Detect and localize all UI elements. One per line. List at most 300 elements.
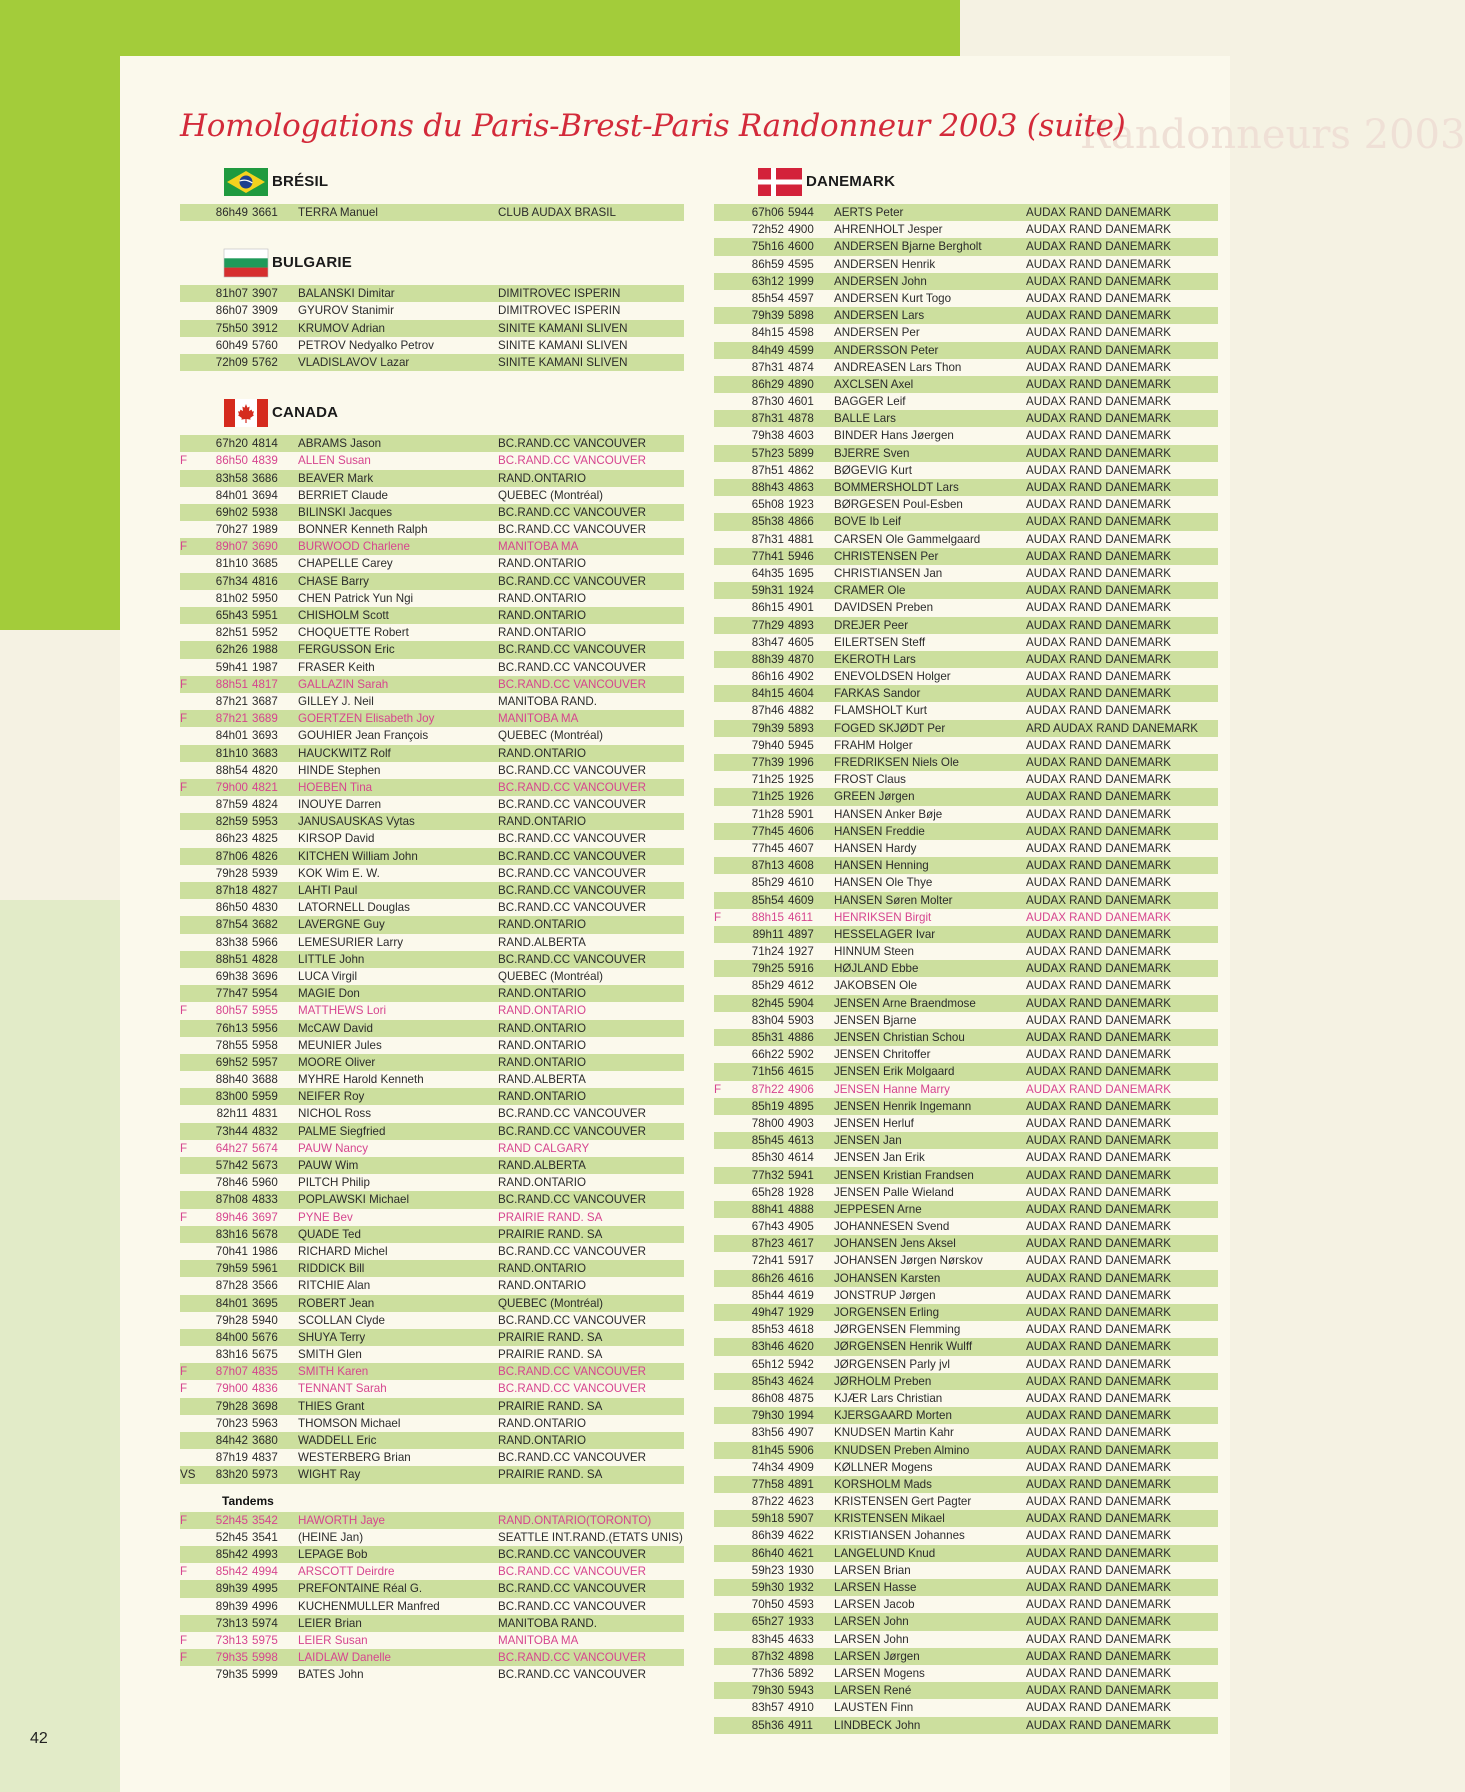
table-row [714, 238, 1218, 255]
section-gap [714, 1734, 1218, 1748]
number-cell: 1925 [788, 773, 814, 787]
name-cell: BATES John [298, 1668, 364, 1682]
club-cell: AUDAX RAND DANEMARK [1026, 773, 1171, 787]
number-cell: 4900 [788, 223, 814, 237]
section-header-bresil [180, 162, 684, 198]
table-row [714, 685, 1218, 702]
table-row [180, 1546, 684, 1563]
table-row [714, 754, 1218, 771]
number-cell: 5952 [252, 626, 278, 640]
club-cell: SINITE KAMANI SLIVEN [498, 321, 628, 335]
time-cell: 75h16 [751, 240, 784, 254]
table-row [714, 599, 1218, 616]
name-cell: CARSEN Ole Gammelgaard [834, 532, 981, 546]
table-row [180, 727, 684, 744]
time-cell: 87h31 [751, 412, 784, 426]
number-cell: 4831 [252, 1107, 278, 1121]
annotation-cell: F [714, 1082, 722, 1096]
number-cell: 5676 [252, 1330, 278, 1344]
number-cell: 5903 [788, 1013, 814, 1027]
table-row [180, 1260, 684, 1277]
table-row [714, 926, 1218, 943]
table-row [180, 1512, 684, 1529]
number-cell: 4910 [788, 1701, 814, 1715]
name-cell: TENNANT Sarah [298, 1382, 387, 1396]
time-cell: 79h35 [215, 1668, 248, 1682]
time-cell: 86h16 [751, 670, 784, 684]
number-cell: 5904 [788, 996, 814, 1010]
number-cell: 4621 [788, 1546, 814, 1560]
time-cell: 70h23 [215, 1416, 248, 1430]
club-cell: AUDAX RAND DANEMARK [1026, 1048, 1171, 1062]
time-cell: 88h39 [751, 652, 784, 666]
table-row [714, 531, 1218, 548]
time-cell: 79h39 [751, 309, 784, 323]
time-cell: 70h41 [215, 1244, 248, 1258]
table-row [180, 1088, 684, 1105]
time-cell: 86h39 [751, 1529, 784, 1543]
number-cell: 4595 [788, 257, 814, 271]
number-cell: 4618 [788, 1323, 814, 1337]
name-cell: HANSEN Søren Molter [834, 893, 953, 907]
table-row [180, 968, 684, 985]
club-cell: AUDAX RAND DANEMARK [1026, 1202, 1171, 1216]
club-cell: AUDAX RAND DANEMARK [1026, 841, 1171, 855]
number-cell: 5760 [252, 338, 278, 352]
table-row [714, 410, 1218, 427]
name-cell: JOHANNESEN Svend [834, 1220, 950, 1234]
club-cell: BC.RAND.CC VANCOUVER [498, 1451, 646, 1465]
time-cell: 83h16 [215, 1348, 248, 1362]
number-cell: 3688 [252, 1073, 278, 1087]
table-row [714, 1476, 1218, 1493]
time-cell: 60h49 [215, 338, 248, 352]
name-cell: BOVE Ib Leif [834, 515, 902, 529]
name-cell: JENSEN Jan [834, 1134, 902, 1148]
annotation-cell: F [180, 1633, 188, 1647]
time-cell: 77h36 [751, 1666, 784, 1680]
time-cell: 81h10 [215, 557, 248, 571]
name-cell: JENSEN Herluf [834, 1116, 914, 1130]
table-row [714, 496, 1218, 513]
time-cell: 77h32 [751, 1168, 784, 1182]
number-cell: 3661 [252, 206, 278, 219]
club-cell: AUDAX RAND DANEMARK [1026, 996, 1171, 1010]
time-cell: 82h51 [215, 626, 248, 640]
club-cell: BC.RAND.CC VANCOUVER [498, 660, 646, 674]
club-cell: RAND.ONTARIO [498, 591, 587, 605]
table-row [714, 548, 1218, 565]
table-row [180, 521, 684, 538]
number-cell: 1987 [252, 660, 278, 674]
table-row [714, 565, 1218, 582]
name-cell: HANSEN Ole Thye [834, 876, 933, 890]
table-row [714, 1029, 1218, 1046]
table-row [180, 813, 684, 830]
club-cell: AUDAX RAND DANEMARK [1026, 309, 1171, 323]
table-row [714, 359, 1218, 376]
name-cell: HANSEN Hardy [834, 841, 917, 855]
time-cell: 87h30 [751, 395, 784, 409]
time-cell: 88h54 [215, 763, 248, 777]
name-cell: BAGGER Leif [834, 395, 906, 409]
number-cell: 5907 [788, 1512, 814, 1526]
table-row [180, 882, 684, 899]
name-cell: HENRIKSEN Birgit [834, 910, 932, 924]
number-cell: 3694 [252, 488, 278, 502]
table-row [714, 1063, 1218, 1080]
table-row [714, 1167, 1218, 1184]
time-cell: 87h51 [751, 463, 784, 477]
table-row [180, 624, 684, 641]
club-cell: BC.RAND.CC VANCOUVER [498, 1313, 646, 1327]
annotation-cell: F [180, 677, 188, 691]
table-row [180, 204, 684, 221]
table-row [180, 1466, 684, 1483]
table-row [180, 1363, 684, 1380]
number-cell: 4897 [788, 927, 814, 941]
club-cell: BC.RAND.CC VANCOUVER [498, 798, 646, 812]
time-cell: 79h00 [215, 780, 248, 794]
time-cell: 75h50 [215, 321, 248, 335]
club-cell: BC.RAND.CC VANCOUVER [498, 1193, 646, 1207]
name-cell: ANDERSEN Bjarne Bergholt [834, 240, 982, 254]
name-cell: NEIFER Roy [298, 1090, 365, 1104]
table-row [714, 1407, 1218, 1424]
number-cell: 4886 [788, 1031, 814, 1044]
name-cell: THIES Grant [298, 1399, 365, 1413]
club-cell: BC.RAND.CC VANCOUVER [498, 1582, 646, 1596]
name-cell: JOHANSEN Karsten [834, 1271, 941, 1285]
club-cell: RAND.ONTARIO(TORONTO) [498, 1513, 652, 1527]
club-cell: AUDAX RAND DANEMARK [1026, 240, 1171, 254]
time-cell: 79h28 [215, 866, 248, 880]
name-cell: BONNER Kenneth Ralph [298, 523, 428, 537]
table-row [180, 1329, 684, 1346]
table-row [714, 1252, 1218, 1269]
club-cell: AUDAX RAND DANEMARK [1026, 1340, 1171, 1354]
club-cell: QUEBEC (Montréal) [498, 1296, 604, 1310]
name-cell: PILTCH Philip [298, 1176, 370, 1190]
club-cell: AUDAX RAND DANEMARK [1026, 1168, 1171, 1182]
club-cell: AUDAX RAND DANEMARK [1026, 1632, 1171, 1646]
table-row [180, 1580, 684, 1597]
number-cell: 5893 [788, 721, 814, 735]
time-cell: 86h26 [751, 1271, 784, 1285]
time-cell: 88h43 [751, 481, 784, 494]
name-cell: JANUSAUSKAS Vytas [298, 815, 415, 829]
club-cell: PRAIRIE RAND. SA [498, 1399, 603, 1413]
number-cell: 4611 [788, 910, 813, 924]
table-row [714, 1648, 1218, 1665]
table-row [714, 1098, 1218, 1115]
number-cell: 1695 [788, 566, 814, 580]
time-cell: 66h22 [751, 1048, 784, 1062]
time-cell: 59h30 [751, 1581, 784, 1594]
name-cell: KRISTENSEN Mikael [834, 1512, 945, 1526]
table-row [180, 555, 684, 572]
name-cell: GILLEY J. Neil [298, 694, 374, 708]
table-row [180, 470, 684, 487]
name-cell: LEIER Susan [298, 1633, 368, 1647]
number-cell: 5938 [252, 505, 278, 519]
time-cell: 77h39 [751, 756, 784, 769]
name-cell: MAGIE Don [298, 987, 360, 1001]
club-cell: RAND.ALBERTA [498, 1159, 586, 1172]
name-cell: KOK Wim E. W. [298, 866, 380, 880]
name-cell: LARSEN John [834, 1615, 909, 1629]
name-cell: HANSEN Anker Bøje [834, 807, 943, 821]
annotation-cell: F [180, 1513, 188, 1527]
time-cell: 52h45 [215, 1513, 248, 1527]
number-cell: 4882 [788, 704, 814, 718]
table-row [714, 1424, 1218, 1441]
name-cell: JENSEN Palle Wieland [834, 1185, 954, 1199]
name-cell: MEUNIER Jules [298, 1038, 382, 1052]
annotation-cell: F [180, 1651, 188, 1665]
name-cell: FREDRIKSEN Niels Ole [834, 756, 959, 769]
time-cell: 85h29 [751, 876, 784, 890]
name-cell: LEPAGE Bob [298, 1547, 368, 1561]
number-cell: 4839 [252, 454, 278, 468]
number-cell: 4610 [788, 876, 814, 890]
time-cell: 78h00 [751, 1116, 784, 1130]
number-cell: 4909 [788, 1460, 814, 1474]
club-cell: AUDAX RAND DANEMARK [1026, 1099, 1171, 1113]
name-cell: ANDERSEN John [834, 274, 927, 288]
table-row [714, 462, 1218, 479]
time-cell: 71h25 [751, 773, 784, 787]
annotation-cell: F [180, 1004, 188, 1018]
table-row [180, 1615, 684, 1632]
number-cell: 4606 [788, 824, 814, 838]
time-cell: 85h31 [751, 1031, 784, 1044]
name-cell: LARSEN Jørgen [834, 1649, 920, 1663]
canada-flag-icon [224, 399, 268, 427]
name-cell: JENSEN Arne Braendmose [834, 996, 976, 1010]
name-cell: LARSEN René [834, 1684, 912, 1698]
club-cell: RAND.ONTARIO [498, 1021, 587, 1035]
club-cell: AUDAX RAND DANEMARK [1026, 1116, 1171, 1130]
name-cell: JENSEN Bjarne [834, 1013, 917, 1027]
time-cell: 82h59 [215, 815, 248, 829]
time-cell: 85h53 [751, 1323, 784, 1337]
name-cell: AXCLSEN Axel [834, 377, 914, 391]
table-row [180, 830, 684, 847]
time-cell: 59h18 [751, 1512, 784, 1526]
table-row [714, 445, 1218, 462]
time-cell: 83h00 [215, 1090, 248, 1104]
name-cell: AHRENHOLT Jesper [834, 223, 943, 237]
annotation-cell: F [180, 1365, 188, 1379]
name-cell: DAVIDSEN Preben [834, 601, 934, 615]
table-row [714, 393, 1218, 410]
time-cell: 79h28 [215, 1313, 248, 1327]
time-cell: 84h42 [215, 1434, 248, 1447]
name-cell: JEPPESEN Arne [834, 1202, 922, 1216]
name-cell: VLADISLAVOV Lazar [298, 355, 410, 369]
name-cell: ANDERSSON Peter [834, 343, 939, 357]
name-cell: JENSEN Jan Erik [834, 1151, 925, 1165]
time-cell: 86h50 [215, 454, 248, 468]
table-row [180, 710, 684, 727]
club-cell: AUDAX RAND DANEMARK [1026, 1220, 1171, 1234]
number-cell: 4608 [788, 859, 814, 873]
time-cell: 86h49 [215, 206, 248, 219]
table-row [714, 634, 1218, 651]
time-cell: 79h40 [751, 738, 784, 752]
table-row [714, 1562, 1218, 1579]
number-cell: 5957 [252, 1055, 278, 1069]
time-cell: 87h21 [215, 694, 248, 708]
table-row [714, 307, 1218, 324]
name-cell: LAVERGNE Guy [298, 918, 385, 932]
name-cell: GYUROV Stanimir [298, 304, 394, 318]
time-cell: 85h36 [751, 1718, 784, 1732]
name-cell: KRISTIANSEN Johannes [834, 1529, 965, 1543]
number-cell: 4600 [788, 240, 814, 254]
number-cell: 5950 [252, 591, 278, 605]
table-row [180, 641, 684, 658]
section-gap [180, 1683, 684, 1697]
table-row [714, 1373, 1218, 1390]
number-cell: 4622 [788, 1529, 814, 1543]
name-cell: LARSEN John [834, 1632, 909, 1646]
number-cell: 4862 [788, 463, 814, 477]
number-cell: 4906 [788, 1082, 814, 1096]
time-cell: 59h23 [751, 1563, 784, 1577]
time-cell: 87h22 [751, 1082, 784, 1096]
table-row [180, 1598, 684, 1615]
number-cell: 5673 [252, 1159, 278, 1172]
number-cell: 5973 [252, 1468, 278, 1482]
bulgaria-flag-icon [224, 249, 268, 277]
name-cell: JØRGENSEN Henrik Wulff [834, 1340, 973, 1354]
name-cell: HANSEN Henning [834, 859, 929, 873]
table-row [714, 273, 1218, 290]
name-cell: JORGENSEN Erling [834, 1306, 940, 1319]
club-cell: AUDAX RAND DANEMARK [1026, 979, 1171, 993]
table-row [180, 796, 684, 813]
table-row [180, 779, 684, 796]
number-cell: 3687 [252, 694, 278, 708]
table-row [714, 771, 1218, 788]
number-cell: 3541 [252, 1530, 278, 1544]
table-row [714, 1682, 1218, 1699]
club-cell: AUDAX RAND DANEMARK [1026, 910, 1171, 924]
name-cell: MYHRE Harold Kenneth [298, 1073, 424, 1087]
name-cell: MATTHEWS Lori [298, 1004, 387, 1018]
number-cell: 3685 [252, 557, 278, 571]
name-cell: INOUYE Darren [298, 798, 382, 812]
time-cell: 57h42 [215, 1159, 248, 1172]
name-cell: FRASER Keith [298, 660, 375, 674]
table-row [714, 1012, 1218, 1029]
number-cell: 4824 [252, 798, 278, 812]
number-cell: 5902 [788, 1048, 814, 1062]
table-row [180, 1020, 684, 1037]
club-cell: BC.RAND.CC VANCOUVER [498, 1107, 646, 1121]
table-row [180, 337, 684, 354]
table-row [180, 985, 684, 1002]
table-row [180, 538, 684, 555]
time-cell: 87h28 [215, 1279, 248, 1293]
number-cell: 1924 [788, 584, 814, 598]
club-cell: AUDAX RAND DANEMARK [1026, 274, 1171, 288]
table-row [714, 1510, 1218, 1527]
club-cell: AUDAX RAND DANEMARK [1026, 566, 1171, 580]
name-cell: (HEINE Jan) [298, 1530, 364, 1544]
time-cell: 83h38 [215, 935, 248, 949]
number-cell: 4814 [252, 437, 278, 451]
club-cell: RAND.ONTARIO [498, 471, 587, 485]
time-cell: 63h12 [751, 274, 784, 288]
table-row [714, 1115, 1218, 1132]
club-cell: RAND.ONTARIO [498, 1262, 587, 1276]
club-cell: AUDAX RAND DANEMARK [1026, 824, 1171, 838]
top-green-band [0, 0, 960, 56]
number-cell: 4870 [788, 652, 814, 666]
number-cell: 4895 [788, 1099, 814, 1113]
annotation-cell: F [180, 1141, 188, 1155]
name-cell: PAUW Wim [298, 1159, 359, 1172]
name-cell: FRAHM Holger [834, 738, 913, 752]
table-row [180, 1140, 684, 1157]
club-cell: QUEBEC (Montréal) [498, 488, 604, 502]
club-cell: SEATTLE INT.RAND.(ETATS UNIS) [498, 1530, 683, 1544]
club-cell: AUDAX RAND DANEMARK [1026, 652, 1171, 666]
table-row [714, 995, 1218, 1012]
club-cell: BC.RAND.CC VANCOUVER [498, 1365, 646, 1379]
time-cell: 79h28 [215, 1399, 248, 1413]
number-cell: 3698 [252, 1399, 278, 1413]
time-cell: 84h15 [751, 687, 784, 701]
table-row [714, 376, 1218, 393]
club-cell: AUDAX RAND DANEMARK [1026, 549, 1171, 563]
time-cell: 67h34 [215, 574, 248, 588]
name-cell: RITCHIE Alan [298, 1279, 371, 1293]
number-cell: 4624 [788, 1374, 814, 1388]
table-row [714, 1149, 1218, 1166]
table-row [714, 1665, 1218, 1682]
name-cell: LARSEN Mogens [834, 1666, 925, 1680]
club-cell: AUDAX RAND DANEMARK [1026, 945, 1171, 959]
club-cell: AUDAX RAND DANEMARK [1026, 738, 1171, 752]
number-cell: 3683 [252, 746, 278, 760]
section-header-danemark [714, 162, 1218, 198]
number-cell: 3907 [252, 287, 278, 301]
name-cell: KØLLNER Mogens [834, 1460, 933, 1474]
table-row [180, 354, 684, 371]
table-row [714, 977, 1218, 994]
number-cell: 4888 [788, 1202, 814, 1216]
table-row [180, 435, 684, 452]
number-cell: 4911 [788, 1718, 813, 1732]
club-cell: RAND.ONTARIO [498, 557, 587, 571]
background-title: Randonneurs 2003 [1080, 112, 1465, 158]
name-cell: EKEROTH Lars [834, 652, 916, 666]
club-cell: AUDAX RAND DANEMARK [1026, 395, 1171, 409]
time-cell: 83h04 [751, 1013, 784, 1027]
table-row [714, 651, 1218, 668]
club-cell: AUDAX RAND DANEMARK [1026, 1495, 1171, 1509]
name-cell: CRAMER Ole [834, 584, 906, 598]
number-cell: 5941 [788, 1168, 814, 1182]
name-cell: JENSEN Kristian Frandsen [834, 1168, 974, 1182]
time-cell: 84h01 [215, 729, 248, 743]
left-column [180, 154, 684, 1697]
time-cell: 88h51 [215, 677, 248, 691]
